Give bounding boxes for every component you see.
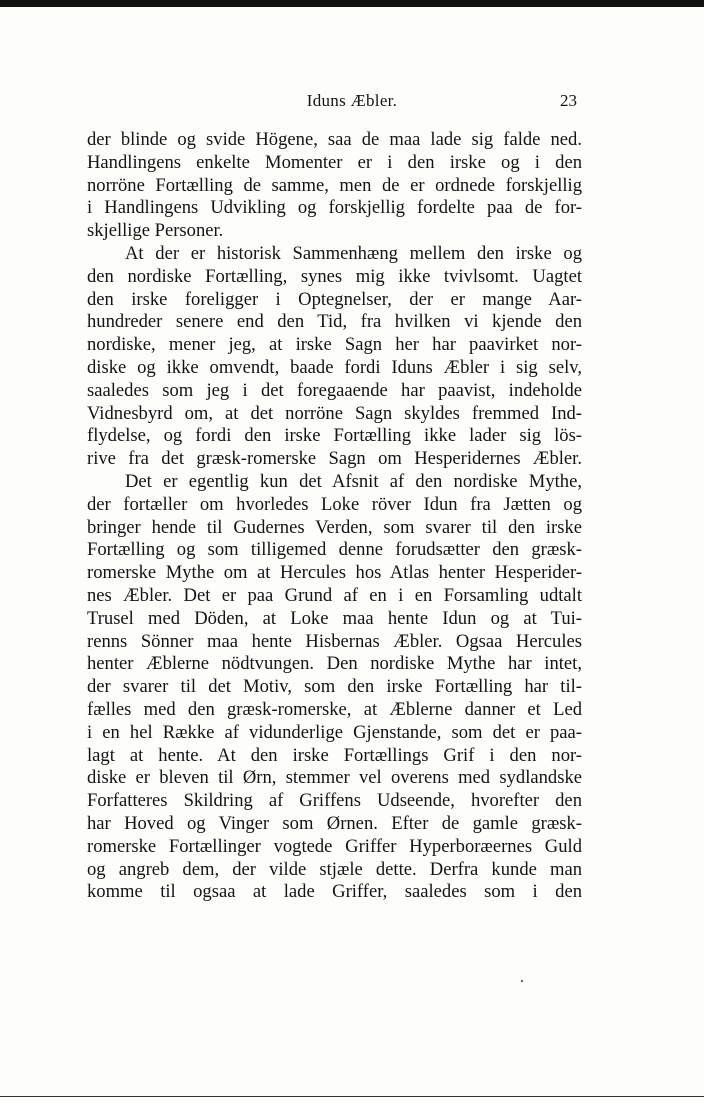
text-line: Handlingens enkelte Momenter er i den irske og i den bbox=[87, 151, 582, 173]
text-line: hundreder senere end den Tid, fra hvilken vi kjende den bbox=[87, 311, 582, 333]
text-line: der svarer til det Motiv, som den irske Fortælling har til- bbox=[87, 676, 582, 698]
text-line: den nordiske Fortælling, synes mig ikke tvivlsomt. Uagtet bbox=[87, 265, 582, 287]
text-line: der blinde og svide Högene, saa de maa lade sig falde ned. bbox=[87, 129, 582, 150]
running-header-title: Iduns Æbler. bbox=[306, 91, 398, 110]
text-line: romerske Fortællinger vogtede Griffer Hyperboræernes Guld bbox=[87, 835, 582, 857]
text-line: norröne Fortælling de samme, men de er ordnede forskjellig bbox=[87, 174, 582, 196]
text-line: nordiske, mener jeg, at irske Sagn her har paavirket nor- bbox=[87, 334, 582, 356]
text-line: nes Æbler. Det er paa Grund af en i en Forsamling udtalt bbox=[87, 584, 582, 606]
text-line: komme til ogsaa at lade Griffer, saaledes som i den bbox=[87, 881, 582, 903]
text-line: saaledes som jeg i det foregaaende har paavist, indeholde bbox=[87, 379, 582, 401]
body-text bbox=[87, 129, 582, 904]
bottom-scan-border bbox=[0, 1096, 704, 1097]
text-line: i en hel Række af vidunderlige Gjenstande, som det er paa- bbox=[87, 721, 582, 743]
text-line: Vidnesbyrd om, at det norröne Sagn skyldes fremmed Ind- bbox=[87, 402, 582, 424]
text-line: rive fra det græsk-romerske Sagn om Hesperidernes Æbler. bbox=[87, 448, 582, 470]
text-line: Fortælling og som tilligemed denne forudsætter den græsk- bbox=[87, 539, 582, 561]
text-line: Trusel med Döden, at Loke maa hente Idun og at Tui- bbox=[87, 607, 582, 629]
text-line: i Handlingens Udvikling og forskjellig fordelte paa de for- bbox=[87, 197, 582, 219]
page-number: 23 bbox=[560, 91, 577, 110]
text-line: diske er bleven til Ørn, stemmer vel overens med sydlandske bbox=[87, 767, 582, 789]
text-line: renns Sönner maa hente Hisbernas Æbler. Ogsaa Hercules bbox=[87, 630, 582, 652]
text-line: romerske Mythe om at Hercules hos Atlas henter Hesperider- bbox=[87, 562, 582, 584]
text-line: har Hoved og Vinger som Ørnen. Efter de gamle græsk- bbox=[87, 812, 582, 834]
text-line: fælles med den græsk-romerske, at Æblerne danner et Led bbox=[87, 698, 582, 720]
text-line: bringer hende til Gudernes Verden, som svarer til den irske bbox=[87, 516, 582, 538]
text-line: og angreb dem, der vilde stjæle dette. Derfra kunde man bbox=[87, 858, 582, 880]
text-line: der fortæller om hvorledes Loke röver Idun fra Jætten og bbox=[87, 493, 582, 515]
text-line: henter Æblerne nödtvungen. Den nordiske Mythe har intet, bbox=[87, 653, 582, 675]
scan-speck bbox=[521, 980, 523, 982]
text-line: diske og ikke omvendt, baade fordi Iduns Æbler i sig selv, bbox=[87, 356, 582, 378]
text-line: flydelse, og fordi den irske Fortælling ikke lader sig lös- bbox=[87, 425, 582, 447]
paragraph-start-line: At der er historisk Sammenhæng mellem den irske og bbox=[125, 242, 582, 264]
text-line: lagt at hente. At den irske Fortællings Grif i den nor- bbox=[87, 744, 582, 766]
text-line: den irske foreligger i Optegnelser, der er mange Aar- bbox=[87, 288, 582, 310]
text-line: skjellige Personer. bbox=[87, 220, 224, 242]
text-line: Forfatteres Skildring af Griffens Udseende, hvorefter den bbox=[87, 790, 582, 812]
paragraph-start-line: Det er egentlig kun det Afsnit af den nordiske Mythe, bbox=[125, 470, 582, 492]
top-scan-border bbox=[0, 0, 704, 7]
